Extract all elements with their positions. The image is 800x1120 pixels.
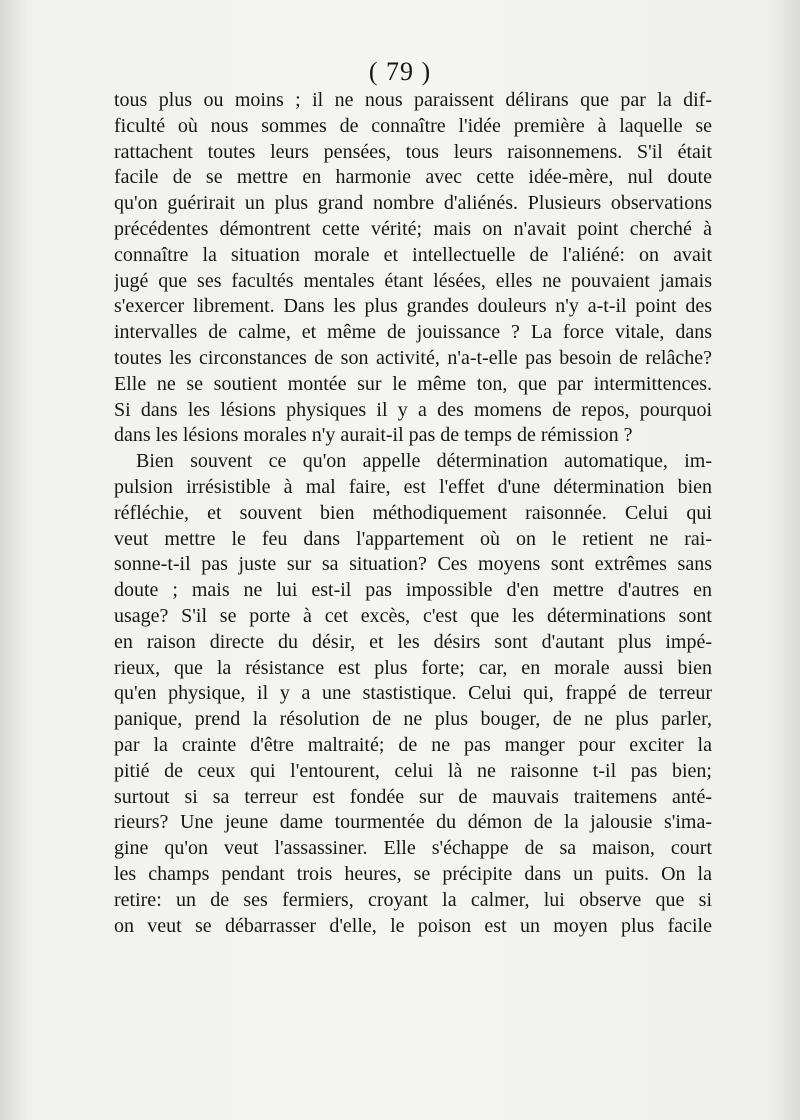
text-line: panique, prend la résolution de ne plus bouger, de ne plus parler, [114,708,712,731]
text-line: pulsion irrésistible à mal faire, est l'effet d'une détermination bien [114,475,712,498]
text-line: toutes les circonstances de son activité, n'a-t-elle pas besoin de relâche? [114,346,712,369]
body-text [114,88,712,939]
text-line: intervalles de calme, et même de jouissance ? La force vitale, dans [114,321,712,344]
text-line: par la crainte d'être maltraité; de ne pas manger pour exciter la [114,733,712,756]
text-line: réfléchie, et souvent bien méthodiquement raisonnée. Celui qui [114,501,712,524]
text-line: en raison directe du désir, et les désirs sont d'autant plus impé- [114,630,712,653]
text-line: tous plus ou moins ; il ne nous paraissent délirans que par la dif- [114,89,712,111]
text-line: ficulté où nous sommes de connaître l'idée première à laquelle se [114,114,712,137]
text-line: les champs pendant trois heures, se précipite dans un puits. On la [114,862,712,885]
text-line: rieux, que la résistance est plus forte; car, en morale aussi bien [114,656,712,679]
text-line: veut mettre le feu dans l'appartement où on le retient ne rai- [114,527,712,550]
page-number: ( 79 ) [368,57,432,86]
text-line: on veut se débarrasser d'elle, le poison est un moyen plus facile [114,914,712,937]
text-line: qu'en physique, il y a une stastistique. Celui qui, frappé de terreur [114,682,712,705]
text-line: connaître la situation morale et intellectuelle de l'aliéné: on avait [114,243,712,266]
text-line: jugé que ses facultés mentales étant lésées, elles ne pouvaient jamais [114,269,712,292]
text-line: gine qu'on veut l'assassiner. Elle s'échappe de sa maison, court [114,837,712,860]
text-line: surtout si sa terreur est fondée sur de mauvais traitemens anté- [114,785,712,808]
text-line: Si dans les lésions physiques il y a des momens de repos, pourquoi [114,398,712,421]
text-line: pitié de ceux qui l'entourent, celui là ne raisonne t-il pas bien; [114,759,712,782]
text-line: doute ; mais ne lui est-il pas impossible d'en mettre d'autres en [114,579,712,602]
text-line: rattachent toutes leurs pensées, tous leurs raisonnemens. S'il était [114,140,712,163]
text-line: s'exercer librement. Dans les plus grandes douleurs n'y a-t-il point des [114,295,712,318]
text-line: usage? S'il se porte à cet excès, c'est que les déterminations sont [114,604,712,627]
paragraph-start-line: Bien souvent ce qu'on appelle détermination automatique, im- [136,450,712,473]
text-line: retire: un de ses fermiers, croyant la calmer, lui observe que si [114,888,712,911]
text-line: qu'on guérirait un plus grand nombre d'aliénés. Plusieurs observations [114,192,712,215]
text-line: facile de se mettre en harmonie avec cette idée-mère, nul doute [114,166,712,189]
text-line: rieurs? Une jeune dame tourmentée du démon de la jalousie s'ima- [114,811,712,834]
text-line: Elle ne se soutient montée sur le même ton, que par intermittences. [114,372,712,395]
text-line: dans les lésions morales n'y aurait-il pas de temps de rémission ? [114,424,633,447]
text-line: sonne-t-il pas juste sur sa situation? Ces moyens sont extrêmes sans [114,553,712,576]
text-line: précédentes démontrent cette vérité; mais on n'avait point cherché à [114,217,712,240]
